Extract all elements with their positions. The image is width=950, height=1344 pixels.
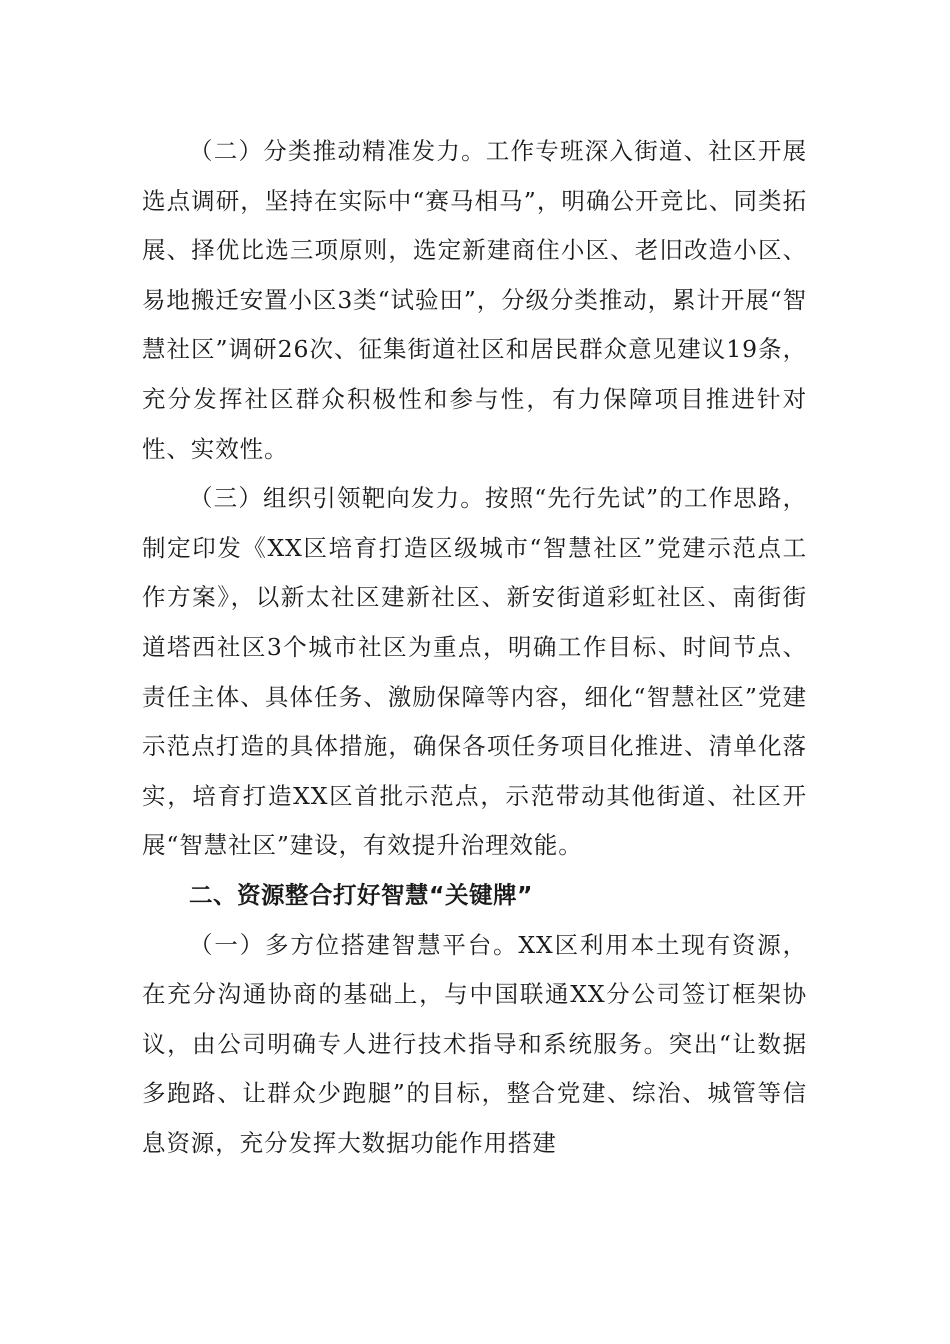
paragraph-organizational-leadership: （三）组织引领靶向发力。按照“先行先试”的工作思路，制定印发《XX区培育打造区级城市“智慧社区”党建示范点工作方案》，以新太社区建新社区、新安街道彩虹社区、南街街道塔西社区3个城市社区为重点，明确工作目标、时间节点、责任主体、具体任务、激励保障等内容，细化“智慧社区”党建示范点打造的具体措施，确保各项任务项目化推进、清单化落实，培育打造XX区首批示范点，示范带动其他街道、社区开展“智慧社区”建设，有效提升治理效能。 xyxy=(142,484,807,860)
paragraph-smart-platform: （一）多方位搭建智慧平台。XX区利用本土现有资源，在充分沟通协商的基础上，与中国联通XX分公司签订框架协议，由公司明确专人进行技术指导和系统服务。突出“让数据多跑路、让群众少跑腿”的目标，整合党建、综治、城管等信息资源，充分发挥大数据功能作用搭建 xyxy=(142,930,807,1157)
document-body xyxy=(142,127,807,1168)
paragraph-classified-promotion: （二）分类推动精准发力。工作专班深入街道、社区开展选点调研，坚持在实际中“赛马相马”，明确公开竞比、同类拓展、择优比选三项原则，选定新建商住小区、老旧改造小区、易地搬迁安置小区3类“试验田”，分级分类推动，累计开展“智慧社区”调研26次、征集街道社区和居民群众意见建议19条，充分发挥社区群众积极性和参与性，有力保障项目推进针对性、实效性。 xyxy=(142,137,807,463)
section-heading-resource-integration: 二、资源整合打好智慧“关键牌” xyxy=(189,880,533,909)
